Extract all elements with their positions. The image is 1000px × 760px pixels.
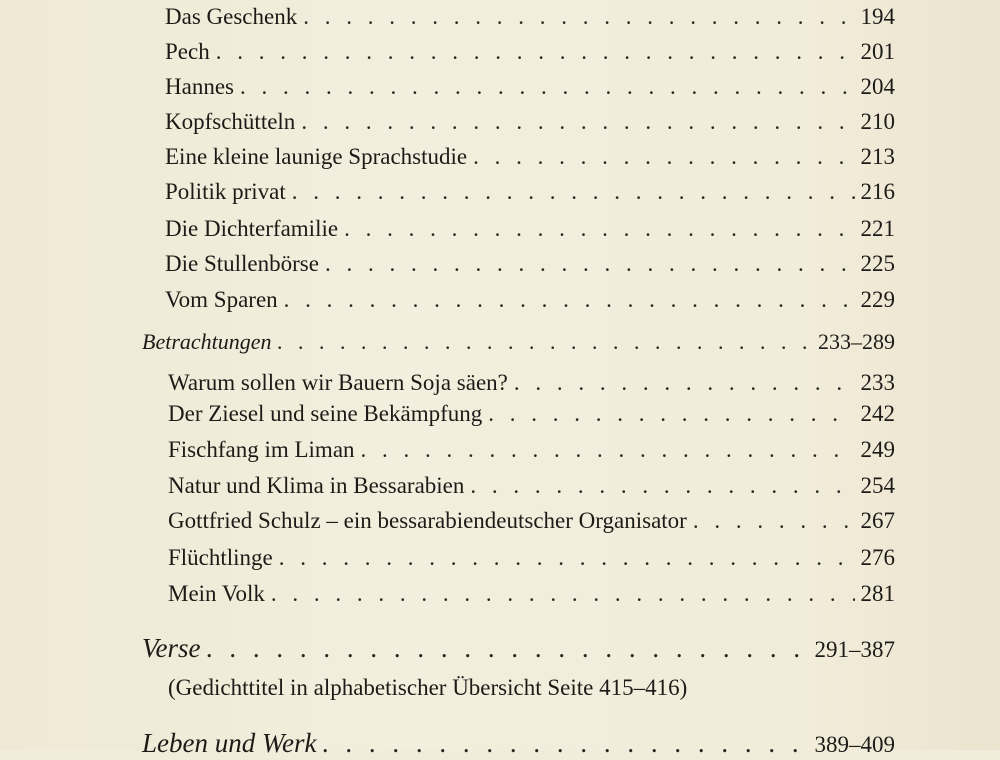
dot-leader xyxy=(693,506,855,536)
dot-leader xyxy=(473,142,854,172)
toc-entry xyxy=(165,249,895,279)
entry-page: 267 xyxy=(860,508,895,533)
entry-page: 276 xyxy=(860,545,895,570)
toc-entry xyxy=(168,435,895,465)
entry-title: Das Geschenk xyxy=(165,4,298,29)
dot-leader xyxy=(344,214,854,244)
entry-page: 281 xyxy=(860,581,895,606)
toc-entry xyxy=(165,72,895,102)
entry-title: Mein Volk xyxy=(168,581,265,606)
dot-leader xyxy=(488,399,854,429)
entry-title: Die Dichterfamilie xyxy=(165,216,339,241)
entry-title: Vom Sparen xyxy=(165,287,278,312)
entry-title: Eine kleine launige Sprachstudie xyxy=(165,144,468,169)
toc-entry xyxy=(168,368,895,398)
toc-entry xyxy=(168,579,895,609)
toc-entry xyxy=(165,2,895,32)
section-pages: 291–387 xyxy=(814,637,895,662)
entry-title: Politik privat xyxy=(165,179,286,204)
entry-page: 225 xyxy=(860,251,895,276)
toc-entry xyxy=(168,471,895,501)
toc-entry xyxy=(165,37,895,67)
entry-page: 249 xyxy=(860,437,895,462)
toc-entry xyxy=(165,214,895,244)
dot-leader xyxy=(361,435,855,465)
entry-page: 194 xyxy=(860,4,895,29)
section-pages: 233–289 xyxy=(818,329,895,354)
dot-leader xyxy=(292,177,855,207)
section-title: Betrachtungen xyxy=(142,329,272,354)
entry-page: 201 xyxy=(860,39,895,64)
entry-page: 216 xyxy=(860,179,895,204)
dot-leader xyxy=(216,37,855,67)
section-title: Leben und Werk xyxy=(142,728,317,758)
dot-leader xyxy=(279,543,855,573)
toc-section-betrachtungen xyxy=(142,327,895,357)
section-pages: 389–409 xyxy=(814,732,895,757)
toc-section-verse xyxy=(142,633,895,665)
entry-title: Flüchtlinge xyxy=(168,545,273,570)
entry-title: Der Ziesel und seine Bekämpfung xyxy=(168,401,483,426)
entry-title: Kopfschütteln xyxy=(165,109,296,134)
toc-entry xyxy=(168,506,895,536)
dot-leader xyxy=(278,327,812,357)
entry-page: 213 xyxy=(860,144,895,169)
entry-title: Die Stullenbörse xyxy=(165,251,319,276)
dot-leader xyxy=(206,633,808,663)
dot-leader xyxy=(284,285,855,315)
toc-entry xyxy=(168,399,895,429)
entry-title: Pech xyxy=(165,39,210,64)
dot-leader xyxy=(322,728,808,758)
entry-page: 242 xyxy=(860,401,895,426)
dot-leader xyxy=(470,471,854,501)
dot-leader xyxy=(240,72,855,102)
entry-page: 254 xyxy=(860,473,895,498)
toc-entry xyxy=(165,285,895,315)
entry-page: 210 xyxy=(860,109,895,134)
section-title: Verse xyxy=(142,633,201,663)
dot-leader xyxy=(514,368,855,398)
entry-title: Natur und Klima in Bessarabien xyxy=(168,473,465,498)
dot-leader xyxy=(301,107,854,137)
entry-title: Hannes xyxy=(165,74,234,99)
toc-entry xyxy=(165,142,895,172)
dot-leader xyxy=(271,579,855,609)
toc-entry xyxy=(168,543,895,573)
verse-index-note: (Gedichttitel in alphabetischer Übersicht Seite 415–416) xyxy=(168,675,688,700)
toc-entry xyxy=(165,177,895,207)
dot-leader xyxy=(325,249,855,279)
entry-page: 221 xyxy=(860,216,895,241)
dot-leader xyxy=(303,2,854,32)
entry-page: 229 xyxy=(860,287,895,312)
entry-page: 233 xyxy=(860,370,895,395)
entry-page: 204 xyxy=(860,74,895,99)
toc-section-leben-und-werk xyxy=(142,728,895,760)
toc-entry xyxy=(165,107,895,137)
entry-title: Fischfang im Liman xyxy=(168,437,355,462)
entry-title: Gottfried Schulz – ein bessarabiendeutscher Organisator xyxy=(168,508,687,533)
entry-title: Warum sollen wir Bauern Soja säen? xyxy=(168,370,508,395)
